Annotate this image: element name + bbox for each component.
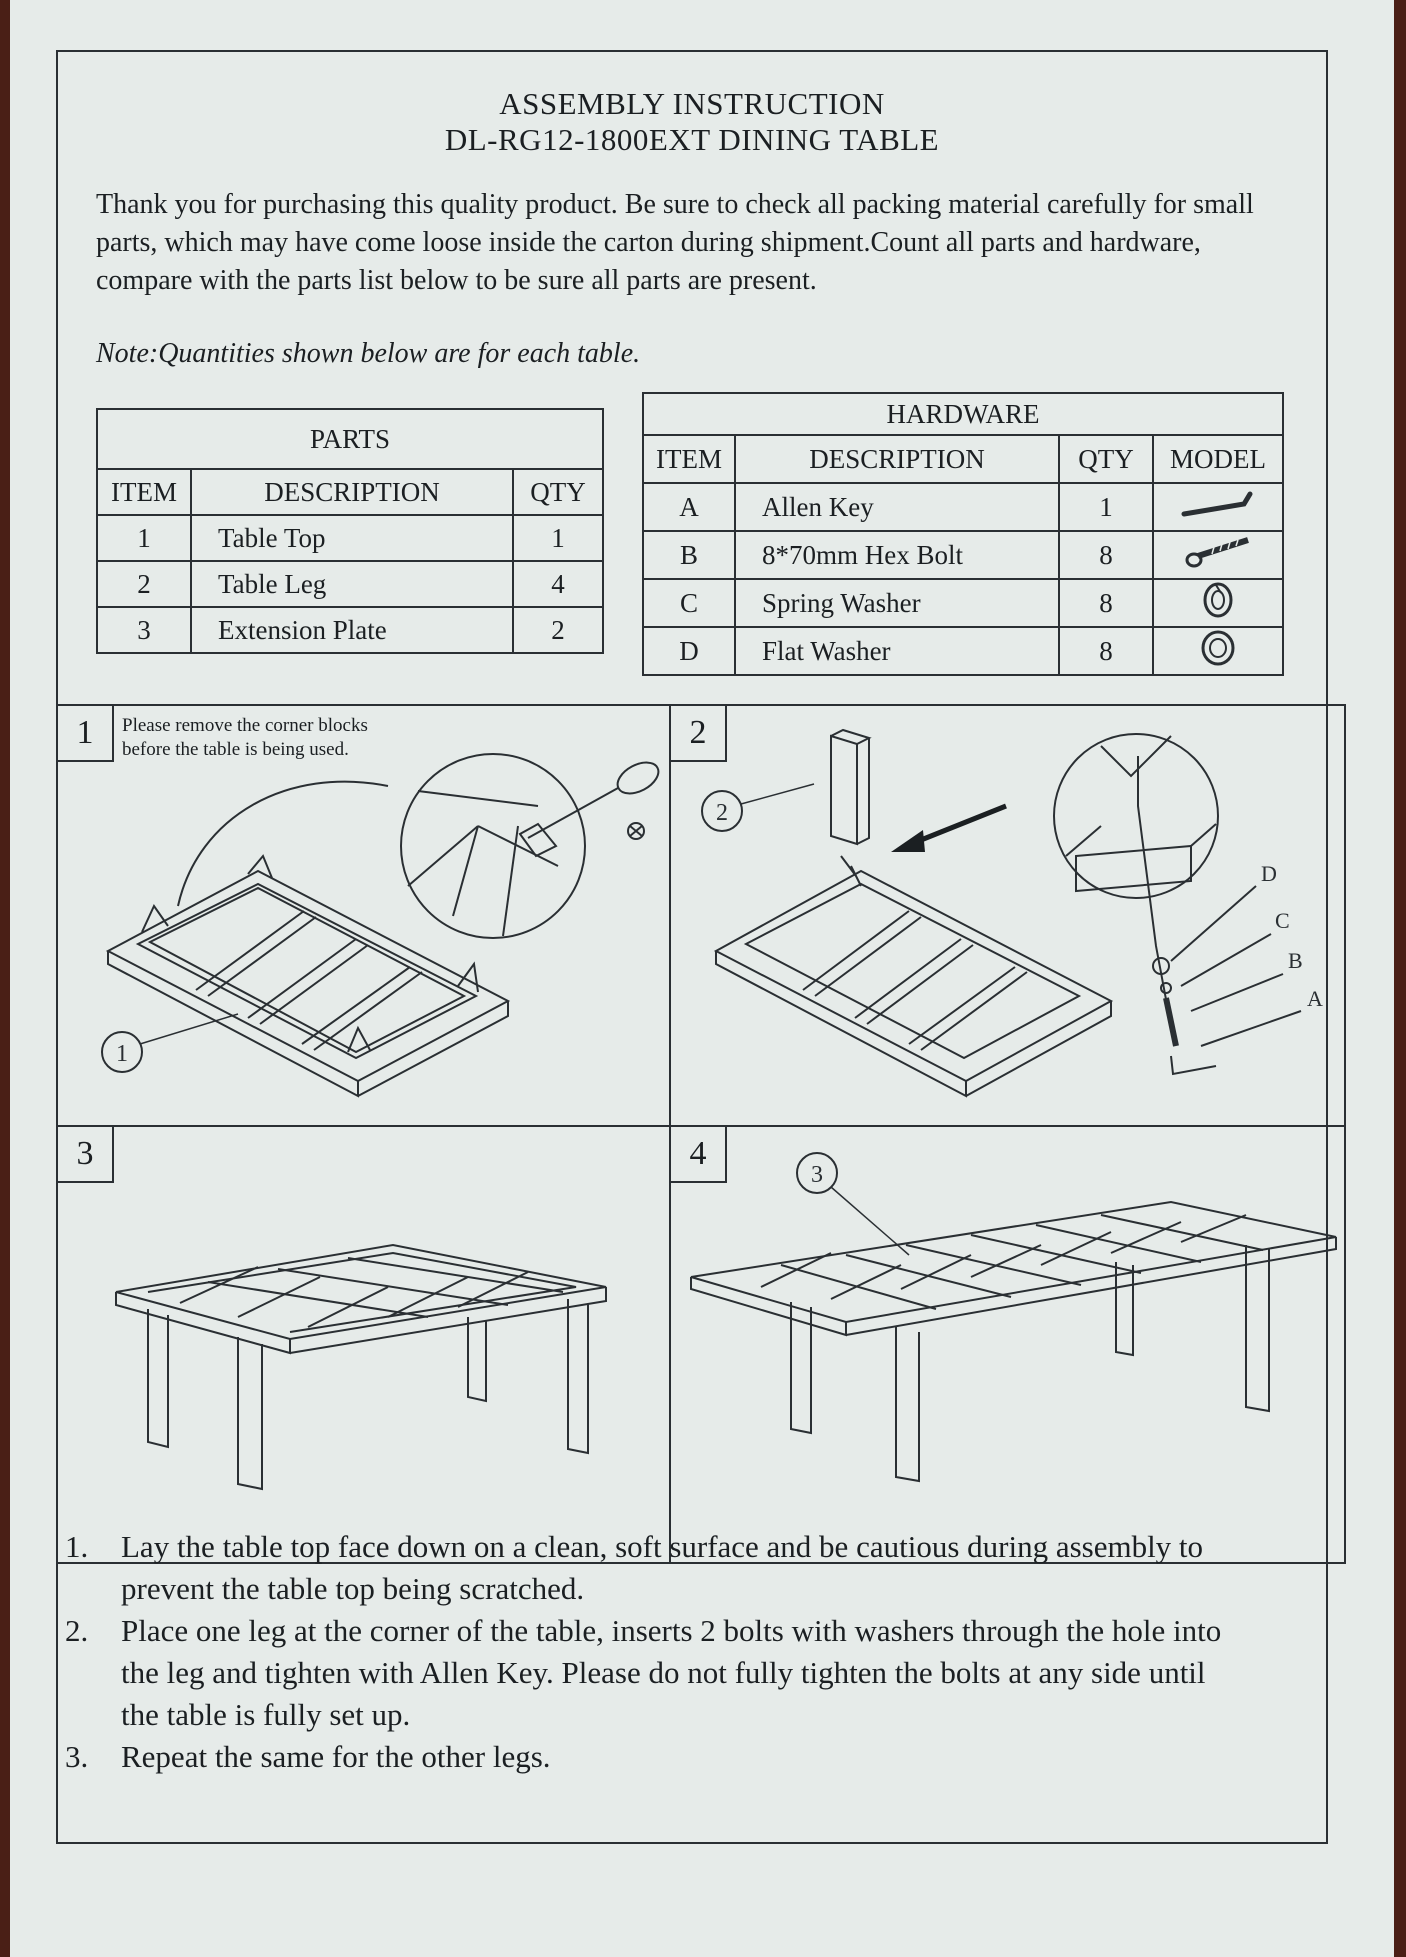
table-row [643,531,1283,579]
hardware-item: D [643,627,735,675]
hardware-description: 8*70mm Hex Bolt [735,531,1059,579]
callout-flat-washer: D [1261,861,1277,886]
hardware-description: Allen Key [735,483,1059,531]
hardware-header-description: DESCRIPTION [735,435,1059,483]
parts-table [96,408,604,654]
hardware-qty: 1 [1059,483,1153,531]
table-row [97,607,603,653]
list-item [65,1610,1245,1736]
hardware-description: Spring Washer [735,579,1059,627]
callout-part-1: 1 [116,1041,128,1067]
document-title: ASSEMBLY INSTRUCTION [499,86,885,121]
assembly-steps [65,1526,1245,1778]
table-row [643,579,1283,627]
table-row [97,515,603,561]
step-number-1: 1 [58,706,114,762]
callout-spring-washer: C [1275,908,1290,933]
leg-attachment-illustration [671,706,1346,1127]
part-description: Table Leg [191,561,513,607]
quantity-note: Note:Quantities shown below are for each table. [96,338,641,369]
hardware-qty: 8 [1059,531,1153,579]
part-qty: 4 [513,561,603,607]
assembly-diagram-panels [56,704,1346,1564]
step-index: 2. [65,1613,89,1648]
parts-header-item: ITEM [97,469,191,515]
hex-bolt-icon [1178,534,1258,570]
hardware-qty: 8 [1059,627,1153,675]
callout-part-2: 2 [716,800,728,826]
callout-part-3: 3 [811,1162,823,1188]
part-description: Extension Plate [191,607,513,653]
callout-hex-bolt: B [1288,948,1303,973]
flat-washer-icon [1198,629,1238,667]
step-text: Lay the table top face down on a clean, soft surface and be cautious during assembly to prevent the table top being scratched. [121,1529,1204,1606]
corner-block-note-line2: before the table is being used. [122,739,349,760]
hardware-item: A [643,483,735,531]
inverted-table-frame-illustration [58,706,671,1127]
hardware-item: C [643,579,735,627]
corner-block-note-line1: Please remove the corner blocks [122,715,368,736]
step-number-4: 4 [671,1127,727,1183]
parts-header-qty: QTY [513,469,603,515]
part-description: Table Top [191,515,513,561]
diagram-panel-2 [669,704,1346,1127]
intro-paragraph: Thank you for purchasing this quality product. Be sure to check all packing material carefully for small parts, which may have come loose inside the carton during shipment.Count all parts and hardware, compare with the parts list below to be sure all parts are present. [96,189,1254,296]
allen-key-icon [1178,486,1258,522]
part-item: 1 [97,515,191,561]
step-number-2: 2 [671,706,727,762]
hardware-caption: HARDWARE [643,393,1283,435]
hardware-header-qty: QTY [1059,435,1153,483]
list-item [65,1526,1245,1610]
step-number-3: 3 [58,1127,114,1183]
step-text: Repeat the same for the other legs. [121,1739,551,1774]
assembled-table-illustration [58,1127,671,1564]
table-row [643,483,1283,531]
step-text: Place one leg at the corner of the table, inserts 2 bolts with washers through the hole into the leg and tighten with Allen Key. Please do not fully tighten the bolts at any side until the table is fully set up. [121,1613,1222,1732]
table-row [643,627,1283,675]
diagram-panel-1 [56,704,671,1127]
step-index: 1. [65,1529,89,1564]
hardware-item: B [643,531,735,579]
list-item [65,1736,1245,1778]
part-qty: 2 [513,607,603,653]
diagram-panel-3 [56,1125,671,1564]
extended-table-illustration [671,1127,1346,1564]
hardware-header-item: ITEM [643,435,735,483]
hardware-table [642,392,1284,676]
callout-allen-key: A [1307,986,1323,1011]
part-item: 2 [97,561,191,607]
parts-caption: PARTS [97,409,603,469]
hardware-qty: 8 [1059,579,1153,627]
instruction-sheet [10,0,1394,1957]
product-name: DL-RG12-1800EXT DINING TABLE [444,122,940,157]
diagram-panel-4 [669,1125,1346,1564]
part-qty: 1 [513,515,603,561]
corner-block-note [122,714,368,762]
table-row [97,561,603,607]
spring-washer-icon [1198,581,1238,619]
parts-header-description: DESCRIPTION [191,469,513,515]
hardware-header-model: MODEL [1153,435,1283,483]
step-index: 3. [65,1739,89,1774]
hardware-description: Flat Washer [735,627,1059,675]
part-item: 3 [97,607,191,653]
